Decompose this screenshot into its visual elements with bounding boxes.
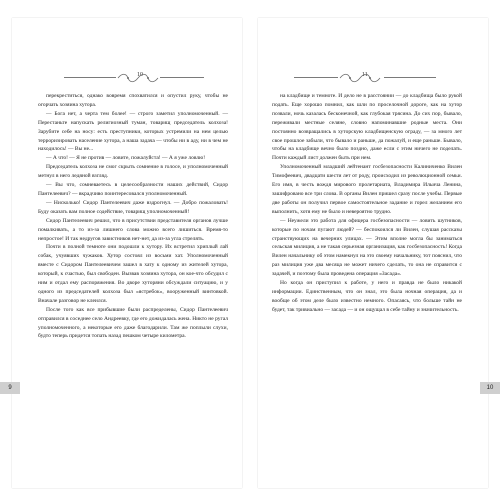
right-page-tab: 10 bbox=[480, 382, 500, 394]
paragraph: После того как все прибывшие были распределены, Сидор Пантелеевич отправился в соседнее село Андреевку, где его дожидалась жена. Никто не ругал уполномоченного, а некоторые его даже благодарили. Там же поплыли слухи, будто теперь придется топать назад пешком четыре километра. bbox=[38, 306, 228, 340]
page-number: 10 bbox=[137, 72, 143, 78]
paragraph: Сидор Пантелеевич решил, что в присутствии представителя органов лучше помалкивать, а то из-за лишнего слова можно всего лишиться. Время-то непростое! И так недругов завистников нет-нет, да из-за угла стрелять. bbox=[38, 217, 228, 242]
header-rule-right bbox=[160, 77, 204, 78]
paragraph: Председатель колхоза не смог скрыть сомнение в голосе, и уполномоченный метнул в него ледяной взгляд. bbox=[38, 164, 228, 180]
paragraph: — Бога нет, а черта тем более! — строго заметил уполномоченный. — Перестаньте напускать религиозный туман, товарищ председатель колхоза! Зарубите себе на носу: есть преступники, которых устремили на нем целью терроризировать население хутора, а наша задача — чтобы ни в аду, ни в чем не находилось! — Вы не... bbox=[38, 110, 228, 153]
right-page bbox=[258, 18, 488, 488]
paragraph: — А что! — Я не против — ловите, пожалуйста! — А я уже ловлю! bbox=[46, 155, 206, 162]
right-page-header bbox=[258, 72, 488, 84]
paragraph: — Неужели это работа для офицера госбезопасности — ловить шутников, которые по ночам пугают людей? — беспокоился ли Вилен, слушая рассказы странствующих на вечерних улицах. — Этим вполне могла бы заниматься сельская милиция, а не такая серьезная организация, как госбезопасность! Когда Вилен начальнику об этом намекнул на это своему начальнику, тот пояснил, что раз милиция уже два месяца не может ничего сделать, то она не справится с задачей, и поэтому была проведена операция «Засада». bbox=[272, 217, 462, 278]
paragraph: Уполномоченный младший лейтенант госбезопасности Калиниченко Вилен Тимофеевич, двадцати шести лет от роду, происходил из революционной семьи. Его имя, в честь вождя мирового пролетариата, Владимира Ильича Ленина, зашифровано все три слова. В органы Вилен пришел сразу после учебы. Первые две работы он получил первое самостоятельное задание и горел желанием его выполнить, хотя ему не было и невероятно трудно. bbox=[272, 164, 462, 215]
left-page-tab: 9 bbox=[0, 382, 20, 394]
left-page bbox=[12, 18, 242, 488]
ornament-icon bbox=[356, 72, 382, 84]
paragraph: на кладбище и темноте. И дело не в расстоянии — до кладбища было рукой подать. Еще хорошо помнил, как шли по проселочной дороге, как на хутор позвали, ночь казалась бесконечной, как глубокая трясина. До сих пор, бывало, переживали местные селяне, словно напоминавшие родные места. Они постоянно возвращались в хуторскую кладбищенскую ограду, — за много лет свое прошлое забыли, что бывало и раньше, да пожалуй, и еще раньше. Бывало, чтобы на кладбище вечно было поздно, даже если с этим ничего не поделать. Почти каждый лист должен быть при нем. bbox=[272, 93, 462, 162]
paragraph: — Нисколько! Сидор Пантелеевич даже вздрогнул. — Добро пожаловать! Буду оказать вам полное содействие, товарищ уполномоченный! bbox=[38, 199, 228, 215]
paragraph: перекреститься, однако вовремя спохватился и опустил руку, чтобы не огорчать хозяина хутора. bbox=[38, 93, 228, 108]
ornament-icon bbox=[134, 72, 160, 84]
left-page-text bbox=[38, 92, 228, 341]
header-rule-left bbox=[64, 77, 116, 78]
header-rule-right bbox=[384, 77, 436, 78]
right-page-text bbox=[272, 92, 462, 315]
page-number: 11 bbox=[362, 72, 368, 78]
left-page-header bbox=[12, 72, 242, 84]
paragraph: Почти в полной темноте они подошли к хутору. Их встретил хриплый лай собак, учуявших чужаков. Хутор состоял из восьми хат. Уполномоченный вместе с Сидором Пантелеевичем зашел в хату к одному из жителей хутора, который, к счастью, был свободен. Вызвав хозяина хутора, он кое-что обсудил с ним и отдал ему распоряжения. Во дворе хуторяни обсуждали ситуацию, и у одного из председателей колхоза был «ястребок», вооруженный винтовкой. Вначале разговор не клеился. bbox=[38, 244, 228, 304]
header-rule-left bbox=[294, 77, 338, 78]
paragraph: Но когда он приступил к работе, у него и правда не было никакой информации. Единственным, что он знал, это была ночная операция, да и вообще об этом деле было известно немного. Опасаясь, что больше тайн не будет, так тривиально — засада — и он ощущал в себе тайну и значительность. bbox=[272, 280, 462, 313]
paragraph: — Вы что, сомневаетесь в целесообразности наших действий, Сидор Пантелеевич? — вкрадчиво поинтересовался уполномоченный. bbox=[38, 182, 228, 197]
